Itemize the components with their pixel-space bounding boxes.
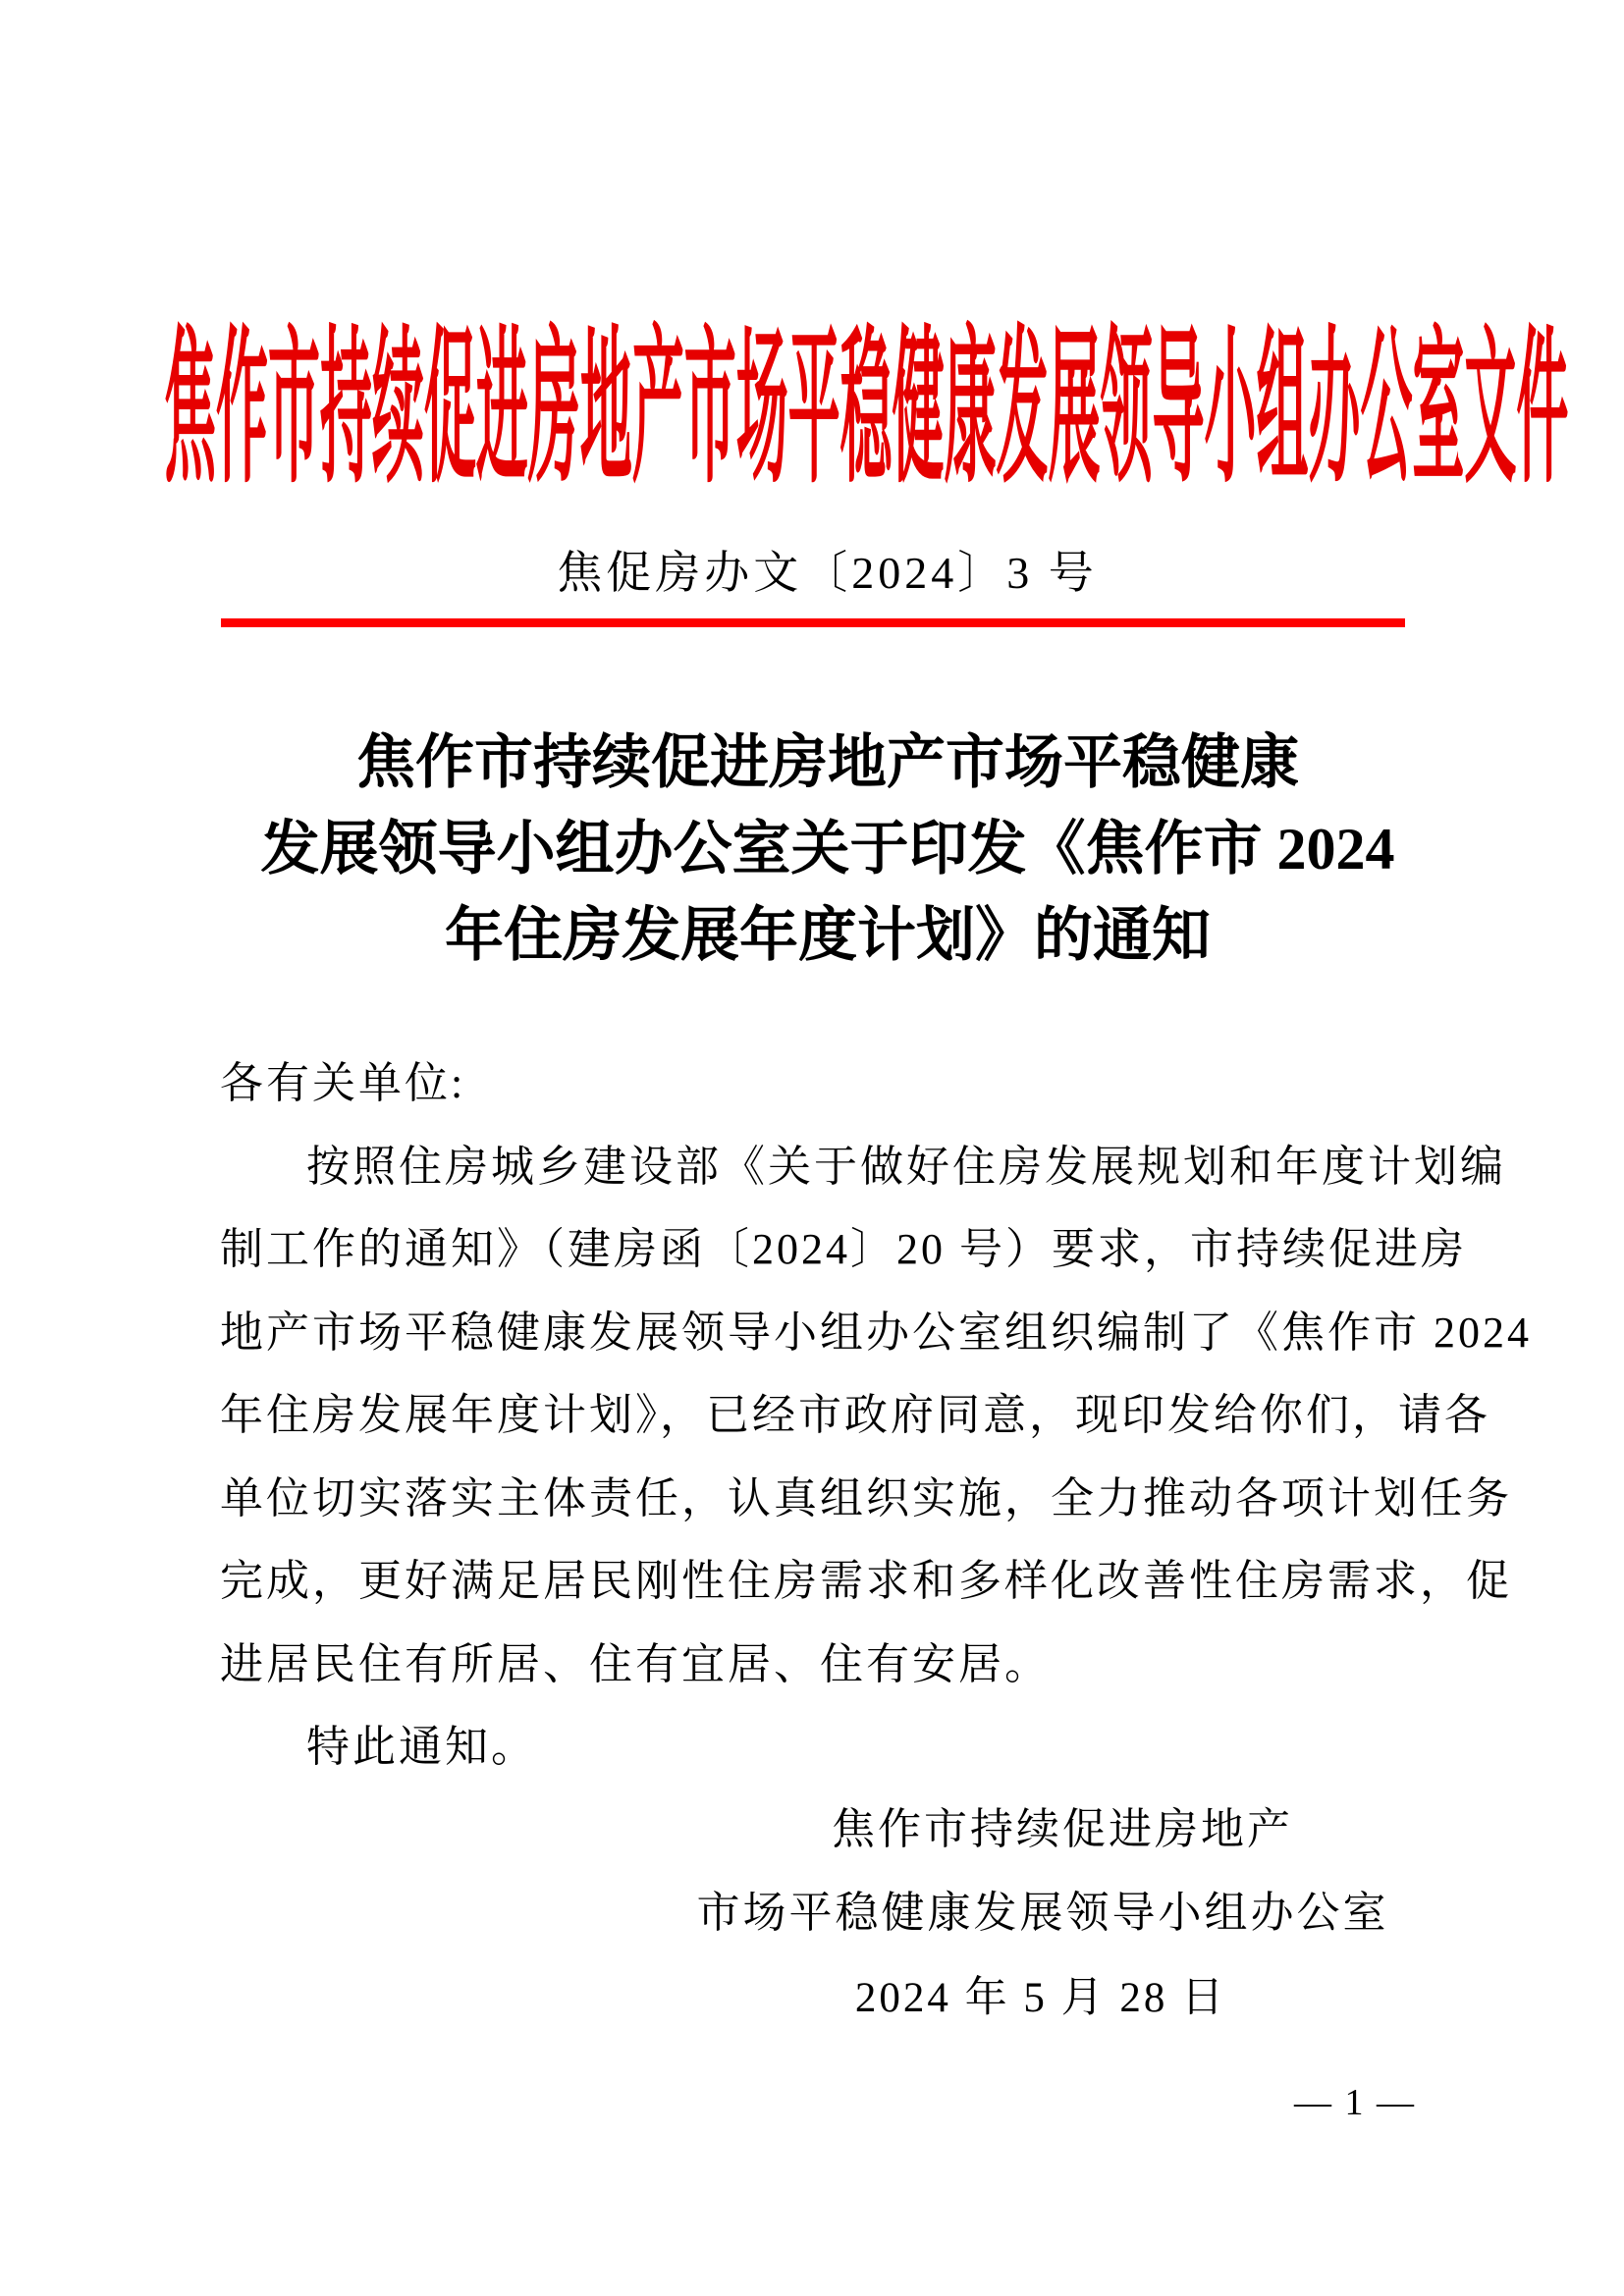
body-line: 完成，更好满足居民刚性住房需求和多样化改善性住房需求，促 (220, 1557, 1512, 1605)
signature-line-1: 焦作市持续促进房地产 (832, 1805, 1293, 1853)
signature-line-2: 市场平稳健康发展领导小组办公室 (696, 1889, 1389, 1937)
red-header-banner: 焦作市持续促进房地产市场平稳健康发展领导小组办公室文件 (164, 317, 1569, 504)
body-line: 年住房发展年度计划》，已经市政府同意，现印发给你们，请各 (220, 1391, 1490, 1439)
body-line: 地产市场平稳健康发展领导小组办公室组织编制了《焦作市 2024 (220, 1308, 1532, 1357)
red-divider-rule (221, 618, 1405, 627)
body-line: 单位切实落实主体责任，认真组织实施，全力推动各项计划任务 (220, 1474, 1512, 1522)
body-line: 进居民住有所居、住有宜居、住有安居。 (220, 1640, 1051, 1688)
salutation: 各有关单位: (220, 1059, 466, 1107)
body-line: 制工作的通知》（建房函〔2024〕20 号）要求，市持续促进房 (220, 1225, 1467, 1273)
body-line: 按照住房城乡建设部《关于做好住房发展规划和年度计划编 (306, 1143, 1506, 1191)
document-number: 焦促房办文〔2024〕3 号 (557, 548, 1098, 598)
title-line-2: 发展领导小组办公室关于印发《焦作市 2024 (260, 817, 1395, 881)
title-line-1: 焦作市持续促进房地产市场平稳健康 (356, 730, 1299, 795)
title-line-3: 年住房发展年度计划》的通知 (445, 903, 1211, 968)
closing-line: 特此通知。 (306, 1723, 537, 1771)
document-title (177, 720, 1479, 979)
signature-date: 2024 年 5 月 28 日 (854, 1975, 1227, 2021)
page-number: — 1 — (1294, 2082, 1416, 2123)
